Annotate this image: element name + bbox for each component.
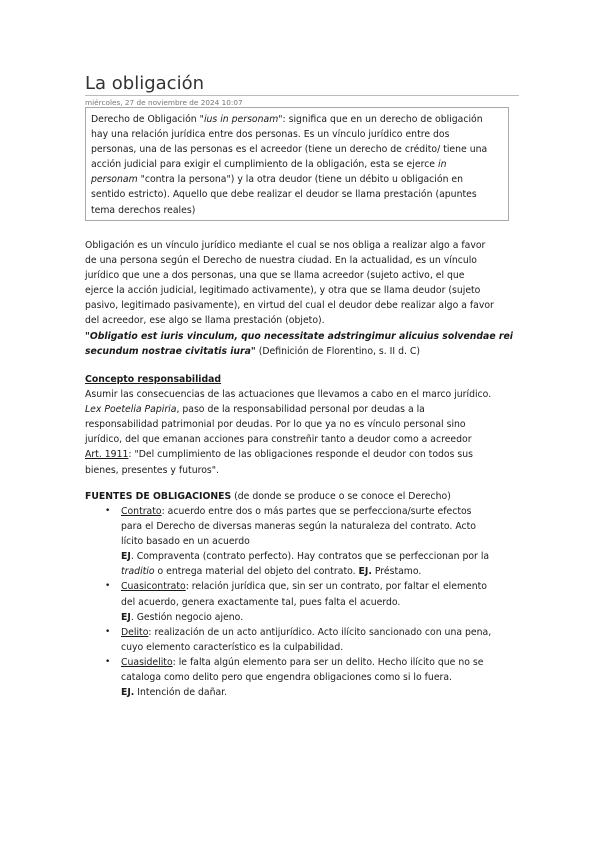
- list-item: [105, 655, 525, 700]
- bullet-icon: •: [105, 626, 111, 637]
- box-line: [91, 112, 508, 127]
- paragraph-line: [85, 447, 515, 462]
- list-line: [121, 579, 525, 594]
- list-text: o entrega material del objeto del contrato.: [154, 566, 359, 578]
- paragraph-line: Obligación es un vínculo jurídico mediante el cual se nos obliga a realizar algo a favor: [85, 240, 486, 251]
- article-reference: Art. 1911: [85, 449, 129, 461]
- list-item: [105, 579, 525, 624]
- bullet-icon: •: [105, 506, 111, 516]
- list-text: Intención de dañar.: [134, 687, 228, 699]
- paragraph-text: : "Del cumplimiento de las obligaciones responde el deudor con todos sus: [128, 449, 473, 461]
- list-line: [121, 549, 525, 564]
- paragraph-line: del acreedor, ese algo se llama prestación (objeto).: [85, 315, 325, 327]
- box-line: tema derechos reales): [91, 204, 196, 216]
- box-italic-text: personam: [91, 174, 138, 186]
- paragraph-line: [85, 402, 515, 417]
- latin-quote-line: "Obligatio est iuris vinculum, quo necessitate adstringimur alicuius solvendae rei: [85, 330, 513, 342]
- list-text: : acuerdo entre dos o más partes que se perfecciona/surte efectos: [161, 506, 472, 517]
- box-text: "contra la persona") y la otra deudor (tiene un débito u obligación en: [137, 174, 464, 186]
- box-text: Derecho de Obligación ": [91, 114, 204, 125]
- sources-list: [105, 504, 525, 700]
- term-label: Cuasidelito: [121, 656, 173, 668]
- list-line: [121, 504, 525, 519]
- term-label: Cuasicontrato: [121, 581, 186, 593]
- paragraph-line: jurídico, del que emanan acciones para constreñir tanto a deudor como a acreedor: [85, 434, 472, 446]
- example-label: EJ: [121, 611, 131, 623]
- law-name: Lex Poetelia Papiria: [85, 404, 177, 416]
- box-text: ": significa que en un derecho de obligación: [278, 114, 483, 125]
- latin-term: traditio: [121, 566, 155, 578]
- bullet-icon: •: [105, 656, 111, 667]
- term-label: Delito: [121, 626, 149, 638]
- box-italic-text: ius in personam: [203, 114, 279, 125]
- list-item: [105, 504, 525, 579]
- box-line: personas, una de las personas es el acreedor (tiene un derecho de crédito/ tiene una: [91, 144, 488, 156]
- list-text: Préstamo.: [371, 566, 422, 578]
- list-item: [105, 625, 525, 655]
- list-line: [121, 610, 525, 625]
- timestamp: miércoles, 27 de noviembre de 2024 10:07: [85, 98, 243, 107]
- latin-quote-text: secundum nostrae civitatis iura": [85, 345, 256, 357]
- paragraph-line: pasivo, legitimado pasivamente), en virtud del cual el deudor debe realizar algo a favor: [85, 300, 494, 312]
- list-line: cataloga como delito pero que engendra obligaciones como si lo fuera.: [121, 672, 453, 684]
- example-label: EJ: [121, 551, 131, 563]
- sources-heading-rest: (de donde se produce o se conoce el Derecho): [231, 491, 451, 502]
- obligation-definition-paragraph: [85, 238, 515, 359]
- title-divider: [85, 95, 519, 96]
- paragraph-line: Asumir las consecuencias de las actuaciones que llevamos a cabo en el marco jurídico.: [85, 389, 492, 401]
- list-line: [121, 655, 525, 670]
- paragraph-line: responsabilidad patrimonial por deudas. Por lo que ya no es vínculo personal sino: [85, 419, 466, 431]
- page-title: La obligación: [85, 73, 204, 94]
- box-line: [91, 157, 508, 172]
- paragraph-text: , paso de la responsabilidad personal por deudas a la: [176, 404, 425, 416]
- list-text: . Compraventa (contrato perfecto). Hay contratos que se perfeccionan por la: [130, 551, 490, 563]
- list-text: . Gestión negocio ajeno.: [130, 611, 244, 623]
- example-label: EJ.: [358, 566, 372, 578]
- list-line: [121, 685, 525, 700]
- responsibility-section: [85, 372, 515, 478]
- list-line: [121, 564, 525, 579]
- paragraph-line: de una persona según el Derecho de nuestra ciudad. En la actualidad, es un vínculo: [85, 255, 477, 267]
- list-text: : le falta algún elemento para ser un delito. Hecho ilícito que no se: [172, 656, 484, 668]
- quote-attribution: (Definición de Florentino, s. II d. C): [255, 345, 421, 357]
- term-label: Contrato: [121, 506, 162, 517]
- list-line: lícito basado en un acuerdo: [121, 536, 250, 548]
- box-line: hay una relación jurídica entre dos personas. Es un vínculo jurídico entre dos: [91, 129, 450, 141]
- section-heading: Concepto responsabilidad: [85, 374, 222, 385]
- list-line: para el Derecho de diversas maneras según la naturaleza del contrato. Acto: [121, 521, 476, 533]
- paragraph-line: [85, 344, 515, 359]
- sources-heading-bold: FUENTES DE OBLIGACIONES: [85, 491, 232, 502]
- list-text: : realización de un acto antijurídico. Acto ilícito sancionado con una pena,: [148, 626, 492, 638]
- box-text: acción judicial para exigir el cumplimiento de la obligación, esta se ejerce: [91, 159, 438, 171]
- definition-box: [85, 107, 509, 221]
- paragraph-line: jurídico que une a dos personas, una que se llama acreedor (sujeto activo, el que: [85, 270, 465, 282]
- sources-heading-line: [85, 489, 515, 504]
- box-line: sentido estricto). Aquello que debe realizar el deudor se llama prestación (apuntes: [91, 189, 477, 201]
- bullet-icon: •: [105, 581, 111, 592]
- list-line: [121, 625, 525, 640]
- sources-heading: [85, 489, 515, 504]
- list-line: cuyo elemento característico es la culpabilidad.: [121, 641, 344, 653]
- example-label: EJ.: [121, 687, 135, 699]
- box-line: [91, 172, 508, 187]
- paragraph-line: ejerce la acción judicial, legitimado activamente), y otra que se llama deudor (sujeto: [85, 285, 481, 297]
- list-text: : relación jurídica que, sin ser un contrato, por faltar el elemento: [185, 581, 487, 593]
- paragraph-line: bienes, presentes y futuros".: [85, 464, 219, 476]
- box-italic-text: in: [438, 159, 447, 171]
- list-line: del acuerdo, genera exactamente tal, pues falta el acuerdo.: [121, 596, 401, 608]
